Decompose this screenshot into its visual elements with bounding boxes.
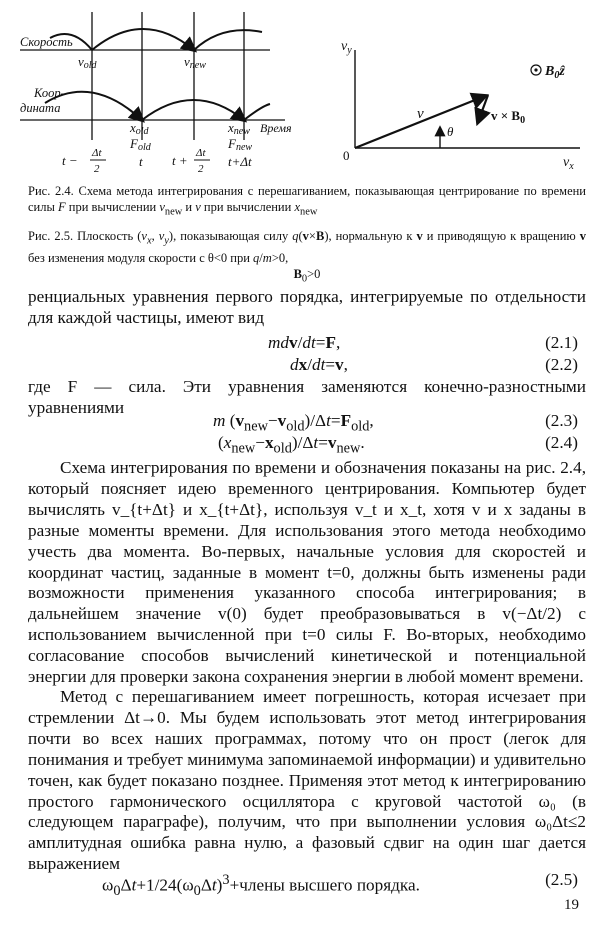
v-vector (355, 96, 485, 148)
caption-fig-2-4: Рис. 2.4. Схема метода интегрирования с перешагиванием, показывающая центрирование по времени силы F при вычислении $v_{new}$ и v при вычислении $x_{new}$ (28, 184, 586, 218)
velocity-plane-diagram (325, 30, 595, 175)
origin-label: 0 (343, 148, 350, 163)
label-x-new: xnew (228, 120, 250, 137)
svg-text:Δt: Δt (196, 147, 206, 159)
coord-arc-2 (142, 100, 244, 120)
label-f-new: Fnew (228, 136, 253, 153)
label-v-new: vnew (184, 54, 206, 71)
equation-2-2: dx/dt=v, (2.2) (290, 355, 578, 374)
paragraph-1: где F — сила. Эти уравнения заменяются конечно-разностными уравнениями (28, 377, 586, 417)
speed-arc-3 (194, 30, 262, 50)
equation-2-3: m $(v_{new}-v_{old})/\Delta t=F_{old}$, (2.3) (213, 411, 578, 435)
label-coord-2: дината (20, 101, 61, 115)
svg-text:2: 2 (94, 163, 100, 175)
svg-text:t +: t + (172, 153, 188, 168)
caption-fig-2-5: Рис. 2.5. Плоскость ($v_x$, $v_y$), показывающая силу q(v×B), нормальную к v и приводящую к вращению v без изменения модуля скорости с θ<0 при q/m>0, $B_0>0$ (28, 229, 587, 284)
label-v-old: vold (78, 54, 97, 71)
svg-text:t+Δt: t+Δt (228, 154, 252, 169)
coord-arc-3 (244, 104, 270, 120)
svg-text:t −: t − (62, 153, 78, 168)
equation-2-4: $(x_{new}-x_{old})/\Delta t=v_{new}$. (2.4) (218, 433, 578, 457)
page-number: 19 (564, 897, 579, 913)
svg-text:Δt: Δt (92, 147, 102, 159)
label-speed: Скорость (20, 35, 73, 49)
field-label: $B_0ẑ$ (545, 64, 565, 81)
angle-label: θ (447, 124, 454, 139)
equation-2-1: mdv/dt=F, (2.1) (268, 333, 578, 352)
leapfrog-diagram (0, 0, 300, 180)
speed-arc-2 (92, 29, 194, 50)
vector-v-label: v (417, 106, 424, 122)
axis-vx: $v_x$ (563, 155, 574, 172)
svg-text:2: 2 (198, 163, 204, 175)
label-f-old: Fold (130, 136, 151, 153)
paragraph-3: Метод с перешагиванием имеет погрешность, которая исчезает при стремлении Δt→0. Мы будем использовать этот метод интегрирования почти во всех наших программах, потому что он прост (легок для понимания и требует минимума запоминаемой информации) и удивительно точен, как будет показано позднее. Применяя этот метод к интегрированию простого гармонического осциллятора с круговой частотой ω₀ (в следующем параграфе), получим, что при выполнении условия ω₀Δt≤2 амплитудная ошибка равна нулю, а фазовый сдвиг на один шаг дается выражением (28, 687, 586, 874)
force-label: $v \times B_0$ (491, 108, 526, 126)
label-coord-1: Коор- (34, 86, 65, 100)
label-time-axis: Время (260, 121, 292, 135)
paragraph-2: Схема интегрирования по времени и обозначения показаны на рис. 2.4, который поясняет идею временного центрирования. Компьютер будет вычислять v_{t+Δt} и x_{t+Δt}, используя v_t и x_t, хотя v и x заданы в разные моменты времени. Для использования этого метода необходимо учесть два момента. Во-первых, начальные условия для скоростей и координат частиц, заданные в момент t=0, должны быть изменены ради возможности применения указанного способа интегрирования; в дальнейшем значение v(0) будет преобразовываться в v(−Δt/2) с использованием вычисленной при t=0 силы F. Во-вторых, необходимо согласование способов вычислений кинетической и потенциальной энергии для проверки закона сохранения энергии в любой момент времени. (28, 458, 586, 687)
svg-text:t: t (139, 154, 143, 169)
equation-2-5: $\omega_0\Delta t+1/24(\omega_0\Delta t)^3+члены$ высшего порядка. (2.5) (102, 870, 578, 900)
paragraph-0: ренциальных уравнения первого порядка, интегрируемые по отдельности для каждой частицы, имеют вид (28, 287, 586, 327)
axis-vy: $v_y$ (341, 39, 352, 56)
label-x-old: xold (130, 120, 149, 137)
